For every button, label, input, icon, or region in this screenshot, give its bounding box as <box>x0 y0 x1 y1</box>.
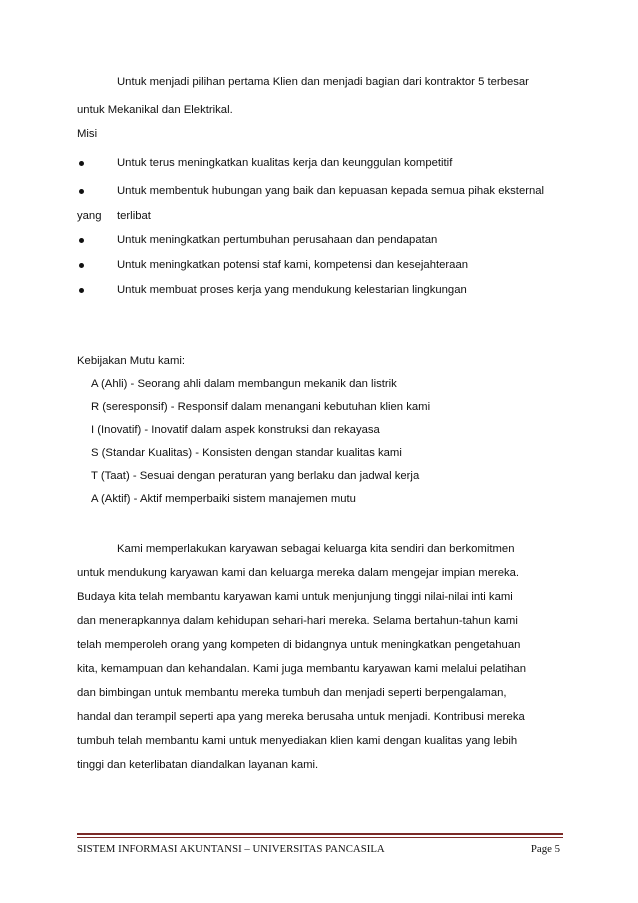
body-line-1: Kami memperlakukan karyawan sebagai keluarga kita sendiri dan berkomitmen <box>117 543 515 555</box>
bullet-icon <box>79 238 84 243</box>
footer-rule-thin <box>77 837 563 838</box>
footer-page-number: Page 5 <box>530 843 560 855</box>
body-line-6: kita, kemampuan dan kehandalan. Kami juga membantu karyawan kami melalui pelatihan <box>77 663 526 675</box>
bullet-icon <box>79 288 84 293</box>
body-line-10: tinggi dan keterlibatan diandalkan layanan kami. <box>77 759 319 771</box>
kebijakan-heading: Kebijakan Mutu kami: <box>77 355 185 367</box>
misi-item-5: Untuk membuat proses kerja yang mendukung kelestarian lingkungan <box>117 284 467 296</box>
body-line-7: dan bimbingan untuk membantu mereka tumbuh dan menjadi seperti berpengalaman, <box>77 687 507 699</box>
body-line-9: tumbuh telah membantu kami untuk menyediakan klien kami dengan kualitas yang lebih <box>77 735 518 747</box>
footer-rule-thick <box>77 833 563 835</box>
kebijakan-item-5: T (Taat) - Sesuai dengan peraturan yang berlaku dan jadwal kerja <box>91 470 420 482</box>
body-line-5: telah memperoleh orang yang kompeten di bidangnya untuk meningkatkan pengetahuan <box>77 639 521 651</box>
misi-item-1: Untuk terus meningkatkan kualitas kerja dan keunggulan kompetitif <box>117 157 453 169</box>
bullet-icon <box>79 161 84 166</box>
body-line-3: Budaya kita telah membantu karyawan kami untuk menjunjung tinggi nilai-nilai inti kami <box>77 591 513 603</box>
bullet-icon <box>79 263 84 268</box>
kebijakan-item-3: I (Inovatif) - Inovatif dalam aspek konstruksi dan rekayasa <box>91 424 380 436</box>
kebijakan-item-4: S (Standar Kualitas) - Konsisten dengan standar kualitas kami <box>91 447 402 459</box>
kebijakan-item-1: A (Ahli) - Seorang ahli dalam membangun mekanik dan listrik <box>91 378 397 390</box>
bullet-icon <box>79 189 84 194</box>
kebijakan-item-6: A (Aktif) - Aktif memperbaiki sistem manajemen mutu <box>91 493 356 505</box>
body-line-2: untuk mendukung karyawan kami dan keluarga mereka dalam mengejar impian mereka. <box>77 567 520 579</box>
footer-left-text: SISTEM INFORMASI AKUNTANSI – UNIVERSITAS PANCASILA <box>77 843 385 855</box>
misi-item-2: Untuk membentuk hubungan yang baik dan kepuasan kepada semua pihak eksternal <box>117 185 545 197</box>
intro-line-1: Untuk menjadi pilihan pertama Klien dan menjadi bagian dari kontraktor 5 terbesar <box>117 76 529 88</box>
kebijakan-item-2: R (seresponsif) - Responsif dalam menangani kebutuhan klien kami <box>91 401 431 413</box>
misi-heading: Misi <box>77 128 98 140</box>
intro-line-2: untuk Mekanikal dan Elektrikal. <box>77 104 233 116</box>
misi-item-2-cont-word-2: terlibat <box>117 210 151 222</box>
misi-item-2-cont-word-1: yang <box>77 210 102 222</box>
misi-item-4: Untuk meningkatkan potensi staf kami, kompetensi dan kesejahteraan <box>117 259 469 271</box>
body-line-4: dan menerapkannya dalam kehidupan sehari-hari mereka. Selama bertahun-tahun kami <box>77 615 518 627</box>
body-line-8: handal dan terampil seperti apa yang mereka berusaha untuk menjadi. Kontribusi mereka <box>77 711 525 723</box>
misi-item-3: Untuk meningkatkan pertumbuhan perusahaan dan pendapatan <box>117 234 438 246</box>
